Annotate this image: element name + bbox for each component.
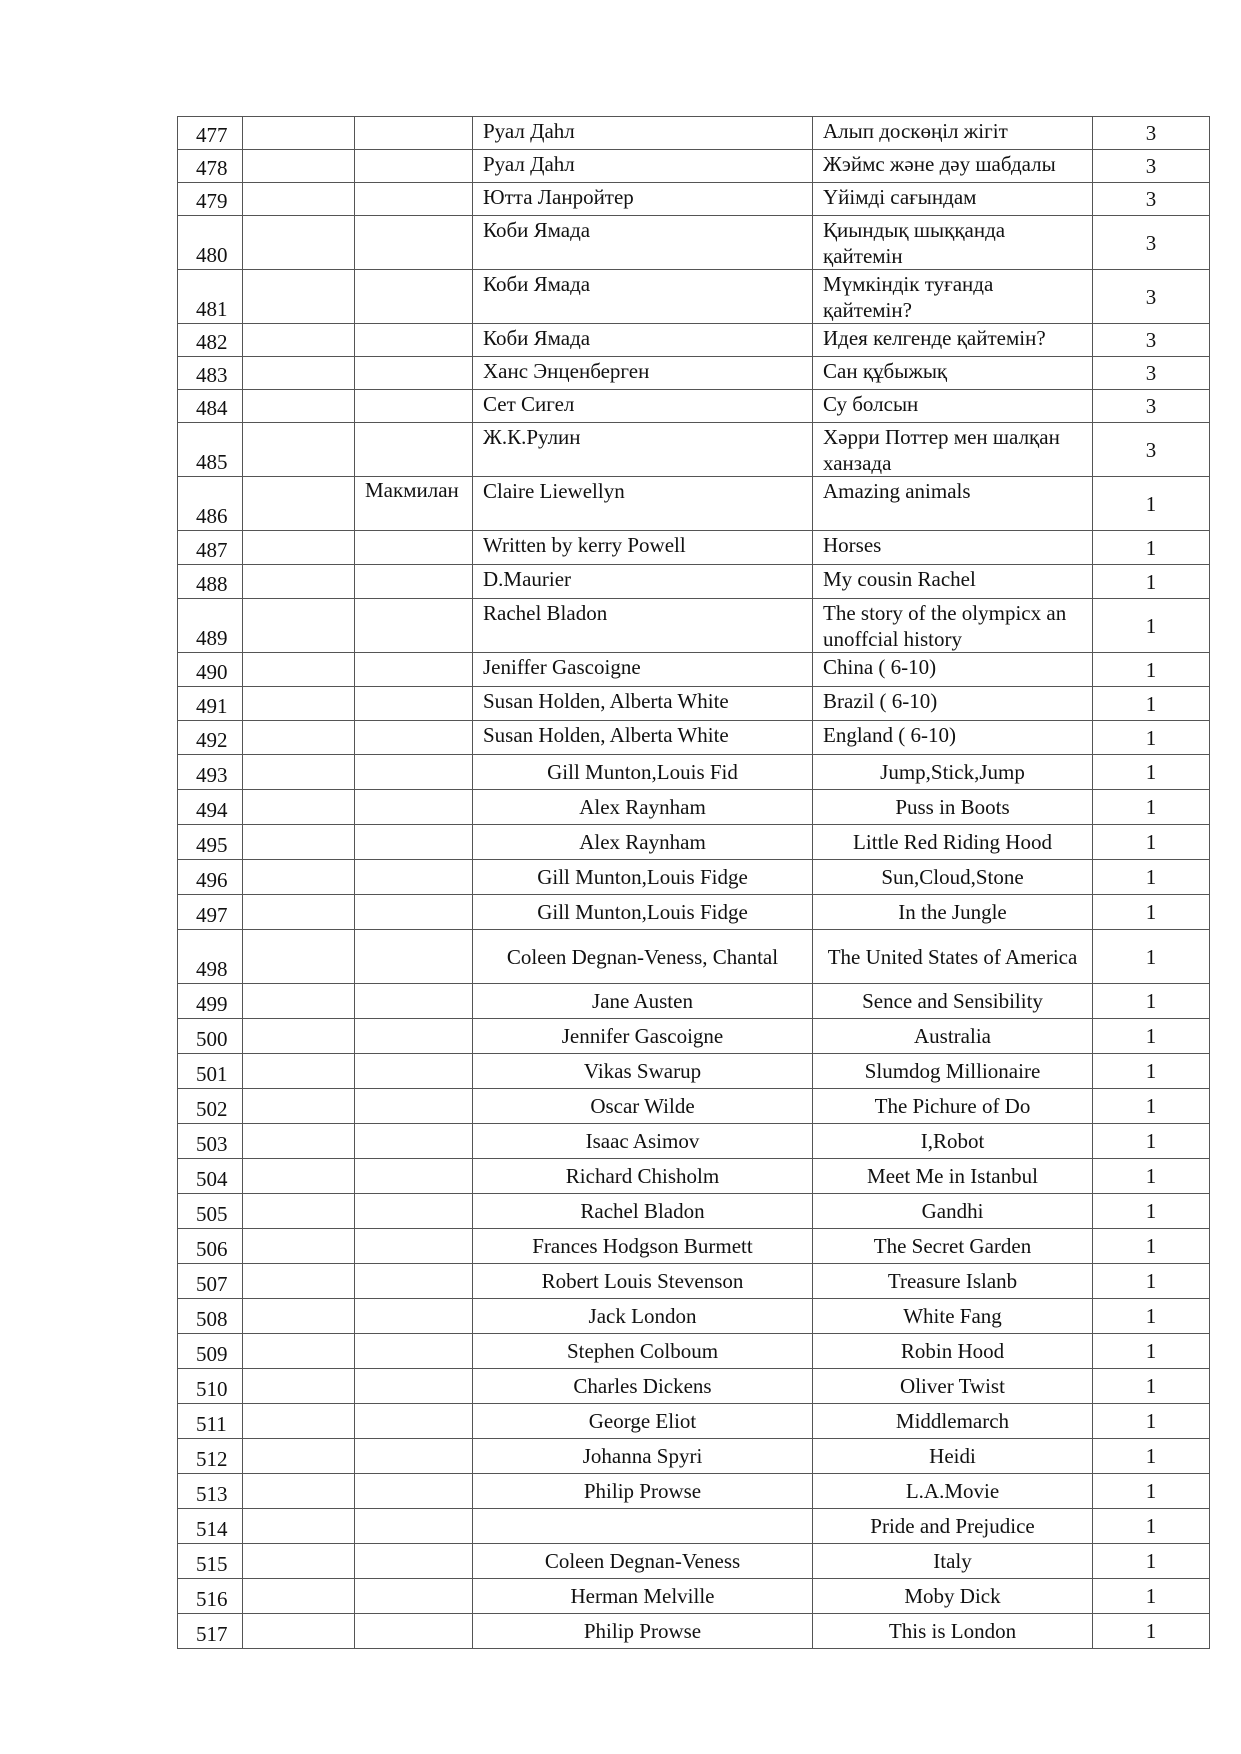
quantity-cell: 1 xyxy=(1093,860,1210,895)
publisher-cell xyxy=(355,390,473,423)
row-number: 508 xyxy=(178,1299,243,1334)
quantity-cell: 1 xyxy=(1093,895,1210,930)
author-cell: Gill Munton,Louis Fid xyxy=(473,755,813,790)
quantity-cell: 1 xyxy=(1093,1264,1210,1299)
author-cell: Isaac Asimov xyxy=(473,1124,813,1159)
author-cell: Richard Chisholm xyxy=(473,1159,813,1194)
row-number: 504 xyxy=(178,1159,243,1194)
publisher-cell xyxy=(355,1439,473,1474)
title-cell: Little Red Riding Hood xyxy=(813,825,1093,860)
empty-cell xyxy=(243,1019,355,1054)
quantity-cell: 1 xyxy=(1093,1159,1210,1194)
publisher-cell xyxy=(355,324,473,357)
author-cell: D.Maurier xyxy=(473,565,813,599)
author-cell: Written by kerry Powell xyxy=(473,531,813,565)
publisher-cell xyxy=(355,1229,473,1264)
publisher-cell xyxy=(355,423,473,477)
publisher-cell xyxy=(355,599,473,653)
title-cell: England ( 6-10) xyxy=(813,721,1093,755)
table-row xyxy=(178,150,1210,183)
title-cell: Sun,Cloud,Stone xyxy=(813,860,1093,895)
table-row xyxy=(178,531,1210,565)
row-number: 488 xyxy=(178,565,243,599)
title-cell: The Secret Garden xyxy=(813,1229,1093,1264)
row-number: 501 xyxy=(178,1054,243,1089)
table-row xyxy=(178,984,1210,1019)
quantity-cell: 1 xyxy=(1093,1019,1210,1054)
title-cell: Сан құбыжық xyxy=(813,357,1093,390)
row-number: 491 xyxy=(178,687,243,721)
title-cell: Sence and Sensibility xyxy=(813,984,1093,1019)
book-list-table xyxy=(177,116,1210,1649)
quantity-cell: 1 xyxy=(1093,1474,1210,1509)
quantity-cell: 1 xyxy=(1093,565,1210,599)
title-cell: Жэймс және дәу шабдалы xyxy=(813,150,1093,183)
title-cell: Gandhi xyxy=(813,1194,1093,1229)
table-row xyxy=(178,1404,1210,1439)
empty-cell xyxy=(243,1194,355,1229)
publisher-cell xyxy=(355,825,473,860)
author-cell: Jennifer Gascoigne xyxy=(473,1019,813,1054)
quantity-cell: 1 xyxy=(1093,1614,1210,1649)
author-cell xyxy=(473,1509,813,1544)
empty-cell xyxy=(243,565,355,599)
row-number: 479 xyxy=(178,183,243,216)
title-cell: Middlemarch xyxy=(813,1404,1093,1439)
publisher-cell xyxy=(355,1404,473,1439)
publisher-cell xyxy=(355,1509,473,1544)
empty-cell xyxy=(243,825,355,860)
table-row xyxy=(178,423,1210,477)
quantity-cell: 1 xyxy=(1093,477,1210,531)
publisher-cell: Макмилан xyxy=(355,477,473,531)
row-number: 500 xyxy=(178,1019,243,1054)
quantity-cell: 1 xyxy=(1093,1089,1210,1124)
row-number: 515 xyxy=(178,1544,243,1579)
quantity-cell: 1 xyxy=(1093,1579,1210,1614)
table-row xyxy=(178,183,1210,216)
title-cell: L.A.Movie xyxy=(813,1474,1093,1509)
table-row xyxy=(178,357,1210,390)
title-cell: Robin Hood xyxy=(813,1334,1093,1369)
author-cell: Susan Holden, Alberta White xyxy=(473,687,813,721)
author-cell: Rachel Bladon xyxy=(473,599,813,653)
row-number: 492 xyxy=(178,721,243,755)
row-number: 485 xyxy=(178,423,243,477)
title-cell: Мүмкіндік туғанда қайтемін? xyxy=(813,270,1093,324)
empty-cell xyxy=(243,895,355,930)
quantity-cell: 1 xyxy=(1093,1369,1210,1404)
quantity-cell: 1 xyxy=(1093,1404,1210,1439)
title-cell: Australia xyxy=(813,1019,1093,1054)
author-cell: Robert Louis Stevenson xyxy=(473,1264,813,1299)
empty-cell xyxy=(243,984,355,1019)
row-number: 498 xyxy=(178,930,243,984)
table-row xyxy=(178,1509,1210,1544)
table-row xyxy=(178,1369,1210,1404)
author-cell: Gill Munton,Louis Fidge xyxy=(473,895,813,930)
table-body xyxy=(178,117,1210,1649)
publisher-cell xyxy=(355,1369,473,1404)
title-cell: In the Jungle xyxy=(813,895,1093,930)
author-cell: Coleen Degnan-Veness, Chantal xyxy=(473,930,813,984)
publisher-cell xyxy=(355,357,473,390)
table-row xyxy=(178,790,1210,825)
publisher-cell xyxy=(355,1194,473,1229)
row-number: 478 xyxy=(178,150,243,183)
row-number: 480 xyxy=(178,216,243,270)
quantity-cell: 1 xyxy=(1093,790,1210,825)
title-cell: The United States of America xyxy=(813,930,1093,984)
empty-cell xyxy=(243,930,355,984)
title-cell: The story of the olympicx an unoffcial history xyxy=(813,599,1093,653)
publisher-cell xyxy=(355,755,473,790)
row-number: 494 xyxy=(178,790,243,825)
empty-cell xyxy=(243,1579,355,1614)
row-number: 499 xyxy=(178,984,243,1019)
empty-cell xyxy=(243,1404,355,1439)
table-row xyxy=(178,1474,1210,1509)
author-cell: Charles Dickens xyxy=(473,1369,813,1404)
publisher-cell xyxy=(355,653,473,687)
title-cell: My cousin Rachel xyxy=(813,565,1093,599)
publisher-cell xyxy=(355,565,473,599)
author-cell: Alex Raynham xyxy=(473,790,813,825)
author-cell: Vikas Swarup xyxy=(473,1054,813,1089)
row-number: 497 xyxy=(178,895,243,930)
author-cell: Alex Raynham xyxy=(473,825,813,860)
publisher-cell xyxy=(355,1579,473,1614)
title-cell: Puss in Boots xyxy=(813,790,1093,825)
title-cell: Қиындық шыққанда қайтемін xyxy=(813,216,1093,270)
table-row xyxy=(178,117,1210,150)
table-row xyxy=(178,1579,1210,1614)
row-number: 493 xyxy=(178,755,243,790)
table-row xyxy=(178,755,1210,790)
table-row xyxy=(178,1439,1210,1474)
publisher-cell xyxy=(355,1019,473,1054)
table-row xyxy=(178,565,1210,599)
author-cell: Сет Сигел xyxy=(473,390,813,423)
quantity-cell: 1 xyxy=(1093,1509,1210,1544)
table-row xyxy=(178,1229,1210,1264)
quantity-cell: 3 xyxy=(1093,390,1210,423)
empty-cell xyxy=(243,653,355,687)
table-row xyxy=(178,1334,1210,1369)
empty-cell xyxy=(243,423,355,477)
publisher-cell xyxy=(355,150,473,183)
title-cell: Heidi xyxy=(813,1439,1093,1474)
empty-cell xyxy=(243,1054,355,1089)
author-cell: Коби Ямада xyxy=(473,216,813,270)
empty-cell xyxy=(243,1334,355,1369)
table-row xyxy=(178,860,1210,895)
publisher-cell xyxy=(355,790,473,825)
empty-cell xyxy=(243,1474,355,1509)
quantity-cell: 3 xyxy=(1093,117,1210,150)
table-row xyxy=(178,216,1210,270)
empty-cell xyxy=(243,1299,355,1334)
row-number: 484 xyxy=(178,390,243,423)
row-number: 512 xyxy=(178,1439,243,1474)
publisher-cell xyxy=(355,984,473,1019)
empty-cell xyxy=(243,1439,355,1474)
title-cell: This is London xyxy=(813,1614,1093,1649)
title-cell: Amazing animals xyxy=(813,477,1093,531)
row-number: 513 xyxy=(178,1474,243,1509)
row-number: 511 xyxy=(178,1404,243,1439)
table-row xyxy=(178,895,1210,930)
empty-cell xyxy=(243,270,355,324)
title-cell: I,Robot xyxy=(813,1124,1093,1159)
quantity-cell: 3 xyxy=(1093,324,1210,357)
row-number: 482 xyxy=(178,324,243,357)
empty-cell xyxy=(243,755,355,790)
empty-cell xyxy=(243,390,355,423)
title-cell: Horses xyxy=(813,531,1093,565)
table-row xyxy=(178,599,1210,653)
title-cell: Алып доскөңіл жігіт xyxy=(813,117,1093,150)
title-cell: White Fang xyxy=(813,1299,1093,1334)
quantity-cell: 1 xyxy=(1093,1124,1210,1159)
quantity-cell: 1 xyxy=(1093,721,1210,755)
table-row xyxy=(178,1194,1210,1229)
title-cell: Oliver Twist xyxy=(813,1369,1093,1404)
author-cell: Johanna Spyri xyxy=(473,1439,813,1474)
author-cell: George Eliot xyxy=(473,1404,813,1439)
title-cell: Treasure Islanb xyxy=(813,1264,1093,1299)
empty-cell xyxy=(243,1544,355,1579)
row-number: 509 xyxy=(178,1334,243,1369)
table-row xyxy=(178,1124,1210,1159)
title-cell: China ( 6-10) xyxy=(813,653,1093,687)
row-number: 506 xyxy=(178,1229,243,1264)
table-row xyxy=(178,1299,1210,1334)
table-row xyxy=(178,1019,1210,1054)
empty-cell xyxy=(243,1614,355,1649)
publisher-cell xyxy=(355,1054,473,1089)
publisher-cell xyxy=(355,531,473,565)
empty-cell xyxy=(243,599,355,653)
table-row xyxy=(178,390,1210,423)
table-row xyxy=(178,324,1210,357)
publisher-cell xyxy=(355,216,473,270)
empty-cell xyxy=(243,117,355,150)
empty-cell xyxy=(243,721,355,755)
title-cell: Pride and Prejudice xyxy=(813,1509,1093,1544)
author-cell: Oscar Wilde xyxy=(473,1089,813,1124)
quantity-cell: 1 xyxy=(1093,984,1210,1019)
table-row xyxy=(178,477,1210,531)
quantity-cell: 1 xyxy=(1093,531,1210,565)
author-cell: Philip Prowse xyxy=(473,1474,813,1509)
quantity-cell: 1 xyxy=(1093,1054,1210,1089)
table-row xyxy=(178,1264,1210,1299)
publisher-cell xyxy=(355,895,473,930)
table-row xyxy=(178,1614,1210,1649)
quantity-cell: 3 xyxy=(1093,183,1210,216)
row-number: 510 xyxy=(178,1369,243,1404)
author-cell: Coleen Degnan-Veness xyxy=(473,1544,813,1579)
empty-cell xyxy=(243,1159,355,1194)
author-cell: Philip Prowse xyxy=(473,1614,813,1649)
table-row xyxy=(178,721,1210,755)
title-cell: Хәрри Поттер мен шалқан ханзада xyxy=(813,423,1093,477)
title-cell: Meet Me in Istanbul xyxy=(813,1159,1093,1194)
table-row xyxy=(178,825,1210,860)
quantity-cell: 3 xyxy=(1093,357,1210,390)
publisher-cell xyxy=(355,930,473,984)
publisher-cell xyxy=(355,1089,473,1124)
row-number: 477 xyxy=(178,117,243,150)
quantity-cell: 3 xyxy=(1093,423,1210,477)
quantity-cell: 1 xyxy=(1093,930,1210,984)
publisher-cell xyxy=(355,1544,473,1579)
author-cell: Herman Melville xyxy=(473,1579,813,1614)
row-number: 489 xyxy=(178,599,243,653)
quantity-cell: 1 xyxy=(1093,653,1210,687)
publisher-cell xyxy=(355,1159,473,1194)
publisher-cell xyxy=(355,1474,473,1509)
author-cell: Jack London xyxy=(473,1299,813,1334)
title-cell: The Pichure of Do xyxy=(813,1089,1093,1124)
row-number: 495 xyxy=(178,825,243,860)
table-row xyxy=(178,653,1210,687)
quantity-cell: 1 xyxy=(1093,1194,1210,1229)
empty-cell xyxy=(243,183,355,216)
empty-cell xyxy=(243,531,355,565)
publisher-cell xyxy=(355,1299,473,1334)
title-cell: Идея келгенде қайтемін? xyxy=(813,324,1093,357)
empty-cell xyxy=(243,1264,355,1299)
row-number: 483 xyxy=(178,357,243,390)
author-cell: Коби Ямада xyxy=(473,270,813,324)
quantity-cell: 1 xyxy=(1093,825,1210,860)
author-cell: Ханс Энценберген xyxy=(473,357,813,390)
author-cell: Jeniffer Gascoigne xyxy=(473,653,813,687)
quantity-cell: 1 xyxy=(1093,1439,1210,1474)
publisher-cell xyxy=(355,687,473,721)
empty-cell xyxy=(243,687,355,721)
empty-cell xyxy=(243,216,355,270)
publisher-cell xyxy=(355,1264,473,1299)
publisher-cell xyxy=(355,860,473,895)
table-row xyxy=(178,270,1210,324)
table-row xyxy=(178,930,1210,984)
quantity-cell: 1 xyxy=(1093,1229,1210,1264)
quantity-cell: 3 xyxy=(1093,150,1210,183)
empty-cell xyxy=(243,477,355,531)
title-cell: Үйімді сағындам xyxy=(813,183,1093,216)
row-number: 514 xyxy=(178,1509,243,1544)
table-row xyxy=(178,1054,1210,1089)
title-cell: Brazil ( 6-10) xyxy=(813,687,1093,721)
empty-cell xyxy=(243,150,355,183)
author-cell: Jane Austen xyxy=(473,984,813,1019)
empty-cell xyxy=(243,1369,355,1404)
row-number: 496 xyxy=(178,860,243,895)
empty-cell xyxy=(243,1509,355,1544)
quantity-cell: 1 xyxy=(1093,755,1210,790)
empty-cell xyxy=(243,860,355,895)
author-cell: Frances Hodgson Burmett xyxy=(473,1229,813,1264)
title-cell: Moby Dick xyxy=(813,1579,1093,1614)
row-number: 503 xyxy=(178,1124,243,1159)
quantity-cell: 1 xyxy=(1093,1544,1210,1579)
title-cell: Су болсын xyxy=(813,390,1093,423)
publisher-cell xyxy=(355,270,473,324)
quantity-cell: 1 xyxy=(1093,599,1210,653)
quantity-cell: 1 xyxy=(1093,1334,1210,1369)
author-cell: Ютта Ланройтер xyxy=(473,183,813,216)
author-cell: Ж.К.Рулин xyxy=(473,423,813,477)
empty-cell xyxy=(243,1124,355,1159)
title-cell: Jump,Stick,Jump xyxy=(813,755,1093,790)
empty-cell xyxy=(243,324,355,357)
empty-cell xyxy=(243,790,355,825)
table-row xyxy=(178,1089,1210,1124)
row-number: 490 xyxy=(178,653,243,687)
row-number: 487 xyxy=(178,531,243,565)
publisher-cell xyxy=(355,183,473,216)
author-cell: Stephen Colboum xyxy=(473,1334,813,1369)
row-number: 516 xyxy=(178,1579,243,1614)
author-cell: Gill Munton,Louis Fidge xyxy=(473,860,813,895)
quantity-cell: 3 xyxy=(1093,216,1210,270)
row-number: 486 xyxy=(178,477,243,531)
publisher-cell xyxy=(355,1614,473,1649)
empty-cell xyxy=(243,357,355,390)
row-number: 517 xyxy=(178,1614,243,1649)
table-row xyxy=(178,687,1210,721)
author-cell: Руал Даһл xyxy=(473,117,813,150)
row-number: 502 xyxy=(178,1089,243,1124)
table-row xyxy=(178,1159,1210,1194)
row-number: 505 xyxy=(178,1194,243,1229)
title-cell: Italy xyxy=(813,1544,1093,1579)
quantity-cell: 3 xyxy=(1093,270,1210,324)
row-number: 481 xyxy=(178,270,243,324)
empty-cell xyxy=(243,1089,355,1124)
author-cell: Claire Liewellyn xyxy=(473,477,813,531)
author-cell: Rachel Bladon xyxy=(473,1194,813,1229)
title-cell: Slumdog Millionaire xyxy=(813,1054,1093,1089)
empty-cell xyxy=(243,1229,355,1264)
author-cell: Susan Holden, Alberta White xyxy=(473,721,813,755)
quantity-cell: 1 xyxy=(1093,1299,1210,1334)
author-cell: Коби Ямада xyxy=(473,324,813,357)
publisher-cell xyxy=(355,1124,473,1159)
publisher-cell xyxy=(355,1334,473,1369)
author-cell: Руал Даһл xyxy=(473,150,813,183)
table-row xyxy=(178,1544,1210,1579)
row-number: 507 xyxy=(178,1264,243,1299)
publisher-cell xyxy=(355,721,473,755)
publisher-cell xyxy=(355,117,473,150)
quantity-cell: 1 xyxy=(1093,687,1210,721)
